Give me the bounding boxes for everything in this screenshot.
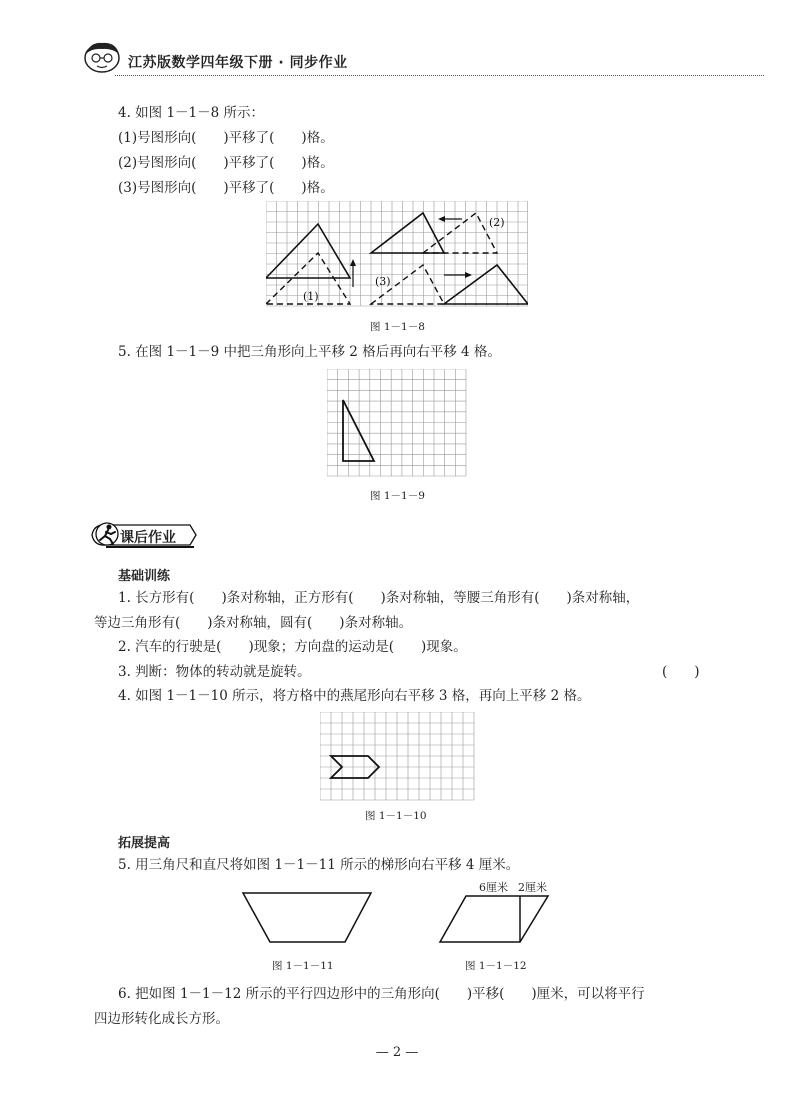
basic-q3-bracket: ( )	[662, 664, 700, 680]
section-label: 课后作业	[120, 530, 176, 546]
label-6cm: 6厘米	[479, 881, 508, 894]
parallelogram-shape	[440, 896, 548, 942]
cartoon-student-avatar-icon	[82, 40, 124, 74]
label-1: (1)	[303, 290, 319, 303]
label-2: (2)	[489, 216, 505, 229]
figure-1-1-10	[320, 712, 475, 801]
triangle-1-1-9	[343, 400, 374, 461]
extend-q6-line1: 6. 把如图 1－1－12 所示的平行四边形中的三角形向( )平移( )厘米，可以将平行	[118, 986, 645, 1002]
shape-3-solid	[444, 265, 528, 304]
basic-q1-line1: 1. 长方形有( )条对称轴，正方形有( )条对称轴，等腰三角形有( )条对称轴，	[118, 590, 640, 606]
q4-intro: 4. 如图 1－1－8 所示：	[118, 105, 265, 121]
trapezoid-shape	[243, 893, 371, 942]
basic-q1-line2: 等边三角形有( )条对称轴，圆有( )条对称轴。	[94, 615, 413, 631]
runner-icon	[94, 521, 120, 547]
q4-line-3: (3)号图形向( )平移了( )格。	[118, 180, 334, 196]
basic-q4: 4. 如图 1－1－10 所示，将方格中的燕尾形向右平移 3 格，再向上平移 2 格。	[118, 688, 591, 704]
caption-1-1-9: 图 1－1－9	[370, 490, 425, 502]
q5-text: 5. 在图 1－1－9 中把三角形向上平移 2 格后再向右平移 4 格。	[118, 344, 501, 360]
extend-heading: 拓展提高	[118, 836, 171, 851]
figure-1-1-9	[327, 369, 467, 477]
caption-1-1-11: 图 1－1－11	[272, 960, 334, 972]
extend-q5: 5. 用三角尺和直尺将如图 1－1－11 所示的梯形向右平移 4 厘米。	[118, 857, 520, 873]
basic-q2: 2. 汽车的行驶是( )现象；方向盘的运动是( )现象。	[118, 639, 467, 655]
label-2cm: 2厘米	[518, 881, 547, 894]
header-title: 江苏版数学四年级下册 · 同步作业	[128, 55, 348, 71]
caption-1-1-12: 图 1－1－12	[465, 960, 527, 972]
figure-1-1-8	[266, 201, 528, 307]
basic-heading: 基础训练	[118, 569, 171, 584]
page-number: — 2 —	[375, 1045, 419, 1060]
shape-2-solid	[371, 213, 444, 253]
caption-1-1-8: 图 1－1－8	[370, 321, 425, 333]
header-divider	[115, 75, 764, 76]
extend-q6-line2: 四边形转化成长方形。	[94, 1011, 229, 1027]
basic-q3: 3. 判断：物体的转动就是旋转。	[118, 664, 311, 680]
figure-1-1-12	[438, 893, 550, 945]
q4-line-1: (1)号图形向( )平移了( )格。	[118, 130, 334, 146]
figure-1-1-11	[240, 890, 375, 946]
caption-1-1-10: 图 1－1－10	[365, 810, 427, 822]
label-3: (3)	[375, 275, 391, 288]
q4-line-2: (2)号图形向( )平移了( )格。	[118, 155, 334, 171]
